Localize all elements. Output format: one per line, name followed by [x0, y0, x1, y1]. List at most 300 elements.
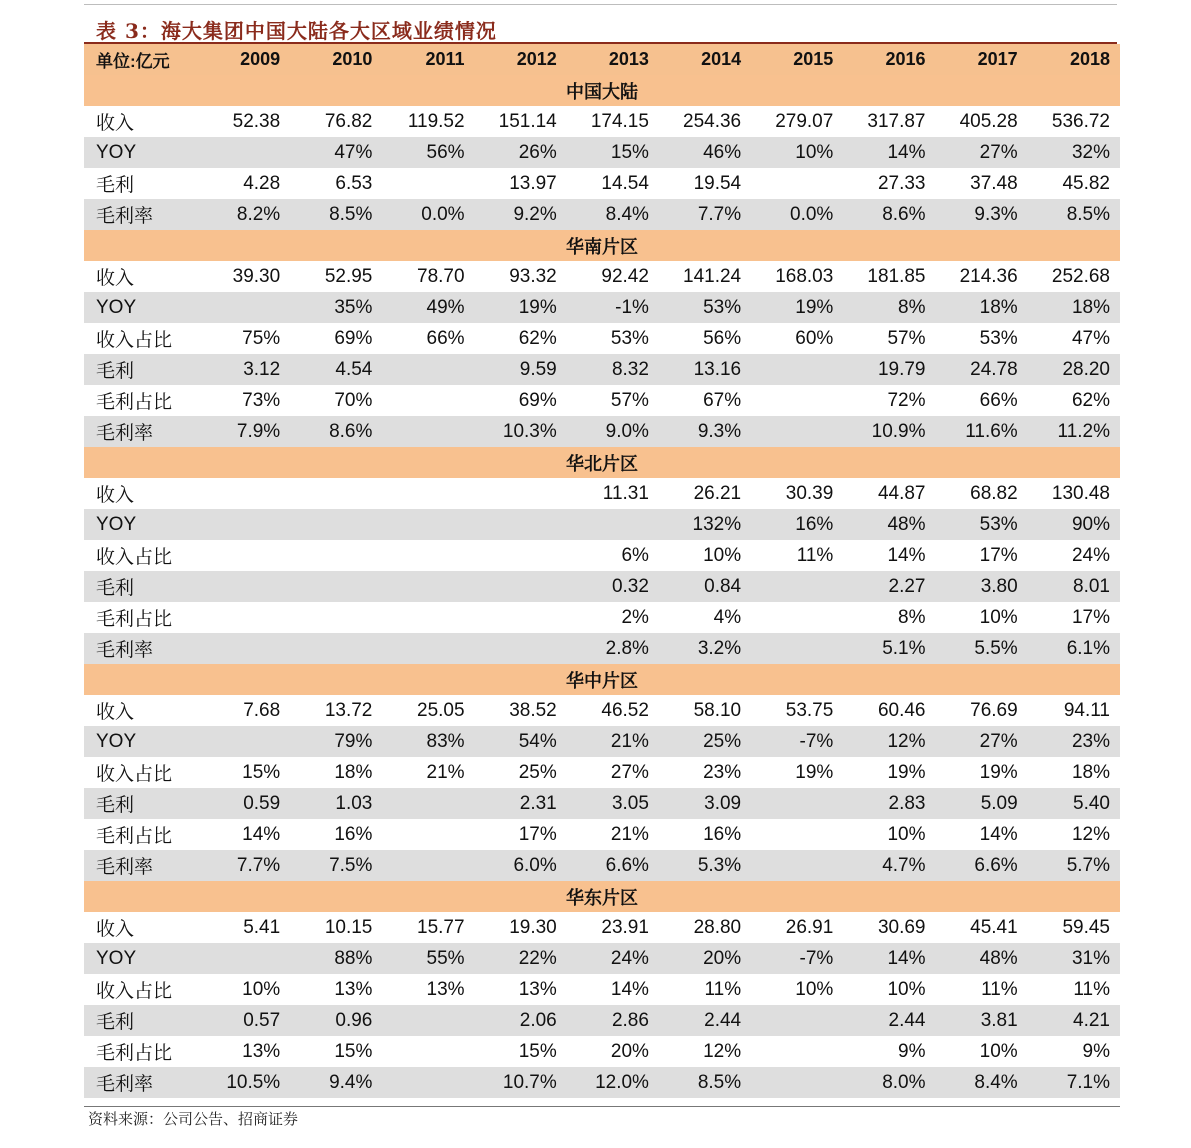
table-cell	[751, 354, 843, 385]
table-cell: 21%	[426, 761, 465, 783]
table-cell: 12%	[1071, 823, 1110, 845]
table-cell: 18%	[1028, 292, 1120, 323]
table-cell: 10%	[751, 137, 843, 168]
table-cell: 2.44	[659, 1005, 751, 1036]
table-cell: 48%	[843, 509, 935, 540]
year-header: 2012	[475, 44, 567, 75]
table-cell: 168.03	[775, 265, 834, 287]
table-cell: 5.09	[936, 788, 1028, 819]
table-cell: 8.5%	[659, 1067, 751, 1098]
table-cell: 13.72	[324, 699, 373, 721]
table-cell: 53.75	[785, 699, 834, 721]
row-label: 毛利	[84, 788, 198, 819]
table-cell: 56%	[382, 137, 474, 168]
table-cell: 90%	[1028, 509, 1120, 540]
performance-table	[84, 44, 1120, 1098]
table-cell: 17%	[518, 823, 557, 845]
table-row	[84, 943, 1120, 974]
table-cell	[290, 633, 382, 664]
table-cell: 8.01	[1028, 571, 1120, 602]
table-cell: 19%	[887, 761, 926, 783]
table-cell	[382, 788, 474, 819]
table-cell: 14%	[242, 823, 281, 845]
table-cell	[290, 571, 382, 602]
section-header-row	[84, 75, 1120, 106]
table-cell	[382, 602, 474, 633]
table-cell: 27.33	[877, 172, 926, 194]
row-label: 收入占比	[96, 547, 173, 568]
table-cell: 7.7%	[659, 199, 751, 230]
table-cell: 6.0%	[475, 850, 567, 881]
section-header-row	[84, 230, 1120, 261]
table-cell: 25.05	[417, 699, 465, 721]
table-cell: -7%	[751, 726, 843, 757]
unit-header: 单位:亿元	[84, 44, 198, 75]
table-cell: 70%	[334, 389, 373, 411]
table-cell: 57%	[610, 389, 649, 411]
table-cell: 39.30	[232, 265, 281, 287]
year-header: 2011	[382, 44, 474, 75]
table-cell: 5.5%	[936, 633, 1028, 664]
table-cell: 2.83	[843, 788, 935, 819]
year-header: 2015	[751, 44, 843, 75]
table-cell: 45.41	[970, 916, 1018, 938]
year-header: 2010	[290, 44, 382, 75]
table-cell	[751, 788, 843, 819]
table-cell: 24%	[567, 943, 659, 974]
table-cell: 14%	[843, 943, 935, 974]
table-cell: 130.48	[1051, 482, 1110, 504]
row-label: 收入占比	[96, 330, 173, 351]
table-cell: 66%	[426, 327, 465, 349]
table-cell: 48%	[936, 943, 1028, 974]
section-title: 华中片区	[84, 664, 1120, 695]
table-cell: 55%	[382, 943, 474, 974]
table-cell: 0.59	[198, 788, 290, 819]
table-cell: 9.2%	[475, 199, 567, 230]
table-cell: 73%	[242, 389, 281, 411]
table-cell: 10%	[887, 978, 926, 1000]
table-cell: 28.20	[1028, 354, 1120, 385]
table-cell: 37.48	[970, 172, 1018, 194]
table-cell: 15.77	[417, 916, 465, 938]
table-row	[84, 633, 1120, 664]
table-cell	[382, 850, 474, 881]
table-row	[84, 850, 1120, 881]
table-row	[84, 726, 1120, 757]
table-cell: 3.2%	[659, 633, 751, 664]
table-cell: 78.70	[417, 265, 465, 287]
table-cell: 8.4%	[567, 199, 659, 230]
table-cell: 6.6%	[567, 850, 659, 881]
table-cell: 21%	[567, 726, 659, 757]
table-cell: 11.2%	[1028, 416, 1120, 447]
table-cell: 76.82	[324, 110, 373, 132]
table-row	[84, 478, 1120, 509]
table-cell: 47%	[290, 137, 382, 168]
table-cell: 11%	[704, 978, 742, 1000]
table-row	[84, 788, 1120, 819]
table-cell: 92.42	[601, 265, 649, 287]
table-row	[84, 354, 1120, 385]
table-cell: 5.1%	[843, 633, 935, 664]
table-cell: 62%	[518, 327, 557, 349]
table-cell: 2.44	[843, 1005, 935, 1036]
table-cell: 4.7%	[843, 850, 935, 881]
table-cell: -1%	[567, 292, 659, 323]
table-cell	[382, 416, 474, 447]
row-label: 毛利	[84, 1005, 198, 1036]
section-title: 中国大陆	[84, 75, 1120, 106]
table-cell	[751, 571, 843, 602]
table-cell: 9.59	[475, 354, 567, 385]
table-cell: 8.5%	[290, 199, 382, 230]
table-cell: 4.21	[1028, 1005, 1120, 1036]
year-header: 2017	[936, 44, 1028, 75]
table-cell: 13%	[426, 978, 465, 1000]
row-label: 毛利占比	[96, 826, 173, 847]
table-cell: 60.46	[877, 699, 926, 721]
table-cell: 15%	[334, 1040, 373, 1062]
row-label: 毛利率	[84, 416, 198, 447]
table-cell	[382, 571, 474, 602]
table-cell: 0.57	[198, 1005, 290, 1036]
table-cell: 24%	[1071, 544, 1110, 566]
table-cell: 20%	[610, 1040, 649, 1062]
table-cell: 19%	[795, 761, 834, 783]
table-cell	[751, 416, 843, 447]
table-cell: 10.15	[324, 916, 373, 938]
bottom-rule	[84, 1106, 1120, 1107]
table-cell: 17%	[979, 544, 1018, 566]
table-row	[84, 292, 1120, 323]
table-cell: 16%	[703, 823, 742, 845]
table-cell: 68.82	[970, 482, 1018, 504]
table-cell: 46.52	[601, 699, 649, 721]
table-cell: 8.6%	[843, 199, 935, 230]
table-cell: 4.54	[290, 354, 382, 385]
table-cell: 254.36	[683, 110, 742, 132]
table-row	[84, 695, 1120, 726]
table-cell: 214.36	[959, 265, 1018, 287]
table-cell	[382, 168, 474, 199]
table-cell: 6.6%	[936, 850, 1028, 881]
table-cell	[290, 540, 382, 571]
table-cell	[198, 571, 290, 602]
row-label: 毛利率	[84, 199, 198, 230]
table-cell: 52.95	[324, 265, 373, 287]
table-cell: 11%	[981, 978, 1018, 1000]
table-cell: 119.52	[407, 110, 465, 132]
table-cell: 5.40	[1028, 788, 1120, 819]
table-cell: 18%	[1071, 761, 1110, 783]
table-cell: 9%	[1082, 1040, 1110, 1062]
table-cell: 10%	[979, 1040, 1018, 1062]
table-cell: 69%	[334, 327, 373, 349]
table-cell: 21%	[610, 823, 649, 845]
table-cell	[751, 633, 843, 664]
table-row	[84, 199, 1120, 230]
table-cell: 8%	[843, 292, 935, 323]
table-cell	[751, 850, 843, 881]
table-cell: 252.68	[1051, 265, 1110, 287]
row-label: 毛利	[84, 354, 198, 385]
table-row	[84, 106, 1120, 137]
section-title: 华北片区	[84, 447, 1120, 478]
table-cell	[751, 168, 843, 199]
table-cell: 13%	[334, 978, 373, 1000]
table-cell: 12%	[703, 1040, 742, 1062]
table-row	[84, 974, 1120, 1005]
source-note: 资料来源：公司公告、招商证券	[88, 1110, 299, 1128]
table-cell	[751, 1036, 843, 1067]
table-cell: 75%	[242, 327, 281, 349]
table-row	[84, 1067, 1120, 1098]
table-cell	[751, 1005, 843, 1036]
table-cell: 4%	[713, 606, 742, 628]
table-cell: 10.3%	[475, 416, 567, 447]
table-cell	[382, 633, 474, 664]
table-cell: 93.32	[509, 265, 557, 287]
table-row	[84, 385, 1120, 416]
table-cell: 2.06	[475, 1005, 567, 1036]
table-cell: 88%	[290, 943, 382, 974]
table-cell	[198, 509, 290, 540]
table-cell: 22%	[475, 943, 567, 974]
table-cell: 26.21	[693, 482, 742, 504]
table-cell: 53%	[610, 327, 649, 349]
table-cell: 52.38	[232, 110, 281, 132]
section-title: 华南片区	[84, 230, 1120, 261]
table-cell: 14%	[843, 137, 935, 168]
table-cell	[198, 943, 290, 974]
table-cell: 26%	[475, 137, 567, 168]
table-header-row	[84, 44, 1120, 75]
table-cell: 17%	[1071, 606, 1110, 628]
row-label: YOY	[84, 509, 198, 540]
table-cell: 10%	[979, 606, 1018, 628]
table-cell: 11%	[796, 544, 834, 566]
table-cell: 8.32	[567, 354, 659, 385]
table-cell: 10%	[887, 823, 926, 845]
table-cell: 47%	[1071, 327, 1110, 349]
table-cell: 49%	[382, 292, 474, 323]
table-row	[84, 819, 1120, 850]
row-label: 收入占比	[96, 981, 173, 1002]
table-cell: 59.45	[1062, 916, 1110, 938]
table-cell	[198, 478, 290, 509]
table-cell: 536.72	[1051, 110, 1110, 132]
section-header-row	[84, 881, 1120, 912]
row-label: YOY	[84, 137, 198, 168]
table-cell: 66%	[979, 389, 1018, 411]
year-header: 2018	[1028, 44, 1120, 75]
table-cell: 405.28	[959, 110, 1018, 132]
table-cell: 3.12	[198, 354, 290, 385]
row-label: 毛利占比	[96, 609, 173, 630]
table-cell	[382, 1036, 474, 1067]
table-row	[84, 137, 1120, 168]
table-cell: 38.52	[509, 699, 557, 721]
table-row	[84, 571, 1120, 602]
table-cell: 9.4%	[290, 1067, 382, 1098]
table-cell: 13.16	[659, 354, 751, 385]
table-cell: 279.07	[775, 110, 834, 132]
table-cell: 27%	[936, 726, 1028, 757]
table-cell: 54%	[475, 726, 567, 757]
section-title: 华东片区	[84, 881, 1120, 912]
table-cell: 16%	[334, 823, 373, 845]
table-cell	[290, 478, 382, 509]
table-row	[84, 540, 1120, 571]
table-cell: 27%	[610, 761, 649, 783]
table-cell	[382, 819, 474, 850]
year-header: 2016	[843, 44, 935, 75]
table-cell: 151.14	[498, 110, 557, 132]
table-cell	[475, 633, 567, 664]
table-cell	[382, 509, 474, 540]
table-cell: 0.84	[659, 571, 751, 602]
table-cell: 25%	[659, 726, 751, 757]
table-row	[84, 912, 1120, 943]
row-label: YOY	[84, 292, 198, 323]
table-cell: 32%	[1028, 137, 1120, 168]
table-cell: 60%	[795, 327, 834, 349]
row-label: 收入占比	[96, 764, 173, 785]
table-row	[84, 602, 1120, 633]
table-cell: 8.2%	[198, 199, 290, 230]
table-cell: 18%	[334, 761, 373, 783]
table-cell: 4.28	[243, 172, 281, 194]
year-header: 2013	[567, 44, 659, 75]
table-row	[84, 757, 1120, 788]
year-header: 2014	[659, 44, 751, 75]
table-cell	[751, 1067, 843, 1098]
table-cell: 7.9%	[198, 416, 290, 447]
table-cell: 15%	[567, 137, 659, 168]
table-cell: 3.05	[567, 788, 659, 819]
table-cell: 27%	[936, 137, 1028, 168]
year-header: 2009	[198, 44, 290, 75]
table-cell: 7.1%	[1028, 1067, 1120, 1098]
table-cell: 94.11	[1063, 699, 1110, 721]
table-cell: 67%	[703, 389, 742, 411]
table-cell: 13%	[242, 1040, 281, 1062]
table-cell: 3.81	[936, 1005, 1028, 1036]
table-cell: 5.41	[243, 916, 281, 938]
table-cell: 141.24	[683, 265, 742, 287]
table-cell: 2.86	[567, 1005, 659, 1036]
table-cell	[751, 819, 843, 850]
table-cell: 16%	[751, 509, 843, 540]
table-cell	[198, 633, 290, 664]
row-label: 收入	[96, 919, 135, 940]
table-cell: 23.91	[601, 916, 649, 938]
row-label: 毛利率	[84, 633, 198, 664]
table-cell: 15%	[518, 1040, 557, 1062]
table-cell: 30.39	[785, 482, 834, 504]
table-cell: 35%	[290, 292, 382, 323]
table-cell: 8.6%	[290, 416, 382, 447]
table-cell: 53%	[659, 292, 751, 323]
table-cell: 28.80	[693, 916, 742, 938]
row-label: YOY	[84, 943, 198, 974]
row-label: 毛利占比	[96, 1043, 173, 1064]
table-row	[84, 509, 1120, 540]
table-cell: 11.31	[602, 482, 649, 504]
table-cell: 0.0%	[751, 199, 843, 230]
table-cell	[290, 602, 382, 633]
table-cell	[198, 292, 290, 323]
table-cell: 58.10	[693, 699, 742, 721]
table-cell: 13%	[518, 978, 557, 1000]
table-cell: 132%	[659, 509, 751, 540]
row-label: 收入	[96, 485, 135, 506]
table-cell	[382, 354, 474, 385]
table-cell: 9.0%	[567, 416, 659, 447]
table-row	[84, 323, 1120, 354]
row-label: 收入	[96, 268, 135, 289]
table-cell: 9.3%	[659, 416, 751, 447]
table-cell: 6.53	[335, 172, 373, 194]
table-cell	[751, 385, 843, 416]
table-cell: 11.6%	[936, 416, 1028, 447]
table-cell: 26.91	[785, 916, 834, 938]
table-cell: 72%	[887, 389, 926, 411]
table-cell: 45.82	[1062, 172, 1110, 194]
table-cell: 76.69	[970, 699, 1018, 721]
table-row	[84, 168, 1120, 199]
table-cell: 14%	[887, 544, 926, 566]
table-cell: 23%	[1028, 726, 1120, 757]
table-cell	[382, 385, 474, 416]
table-row	[84, 1036, 1120, 1067]
table-cell: 174.15	[590, 110, 649, 132]
table-cell: 57%	[887, 327, 926, 349]
table-cell	[198, 602, 290, 633]
table-cell: 0.96	[290, 1005, 382, 1036]
table-cell: 24.78	[936, 354, 1028, 385]
table-cell	[751, 602, 843, 633]
table-cell	[290, 509, 382, 540]
table-cell	[382, 1067, 474, 1098]
table-cell	[475, 478, 567, 509]
table-cell	[198, 540, 290, 571]
table-cell: 19.30	[509, 916, 557, 938]
table-cell: 31%	[1028, 943, 1120, 974]
table-cell: 5.7%	[1028, 850, 1120, 881]
row-label: YOY	[84, 726, 198, 757]
table-cell: 8.0%	[843, 1067, 935, 1098]
table-row	[84, 416, 1120, 447]
table-cell: 11%	[1073, 978, 1110, 1000]
table-cell: 19%	[979, 761, 1018, 783]
table-cell: 53%	[979, 327, 1018, 349]
table-cell	[382, 1005, 474, 1036]
table-row	[84, 1005, 1120, 1036]
row-label: 毛利	[96, 175, 135, 196]
table-cell: 0.0%	[382, 199, 474, 230]
table-cell: 20%	[659, 943, 751, 974]
table-cell	[567, 509, 659, 540]
table-cell: 46%	[659, 137, 751, 168]
table-cell: 2%	[621, 606, 649, 628]
table-cell: 317.87	[867, 110, 926, 132]
table-cell: 13.97	[509, 172, 557, 194]
table-row	[84, 261, 1120, 292]
table-cell: 56%	[703, 327, 742, 349]
table-cell: 25%	[518, 761, 557, 783]
